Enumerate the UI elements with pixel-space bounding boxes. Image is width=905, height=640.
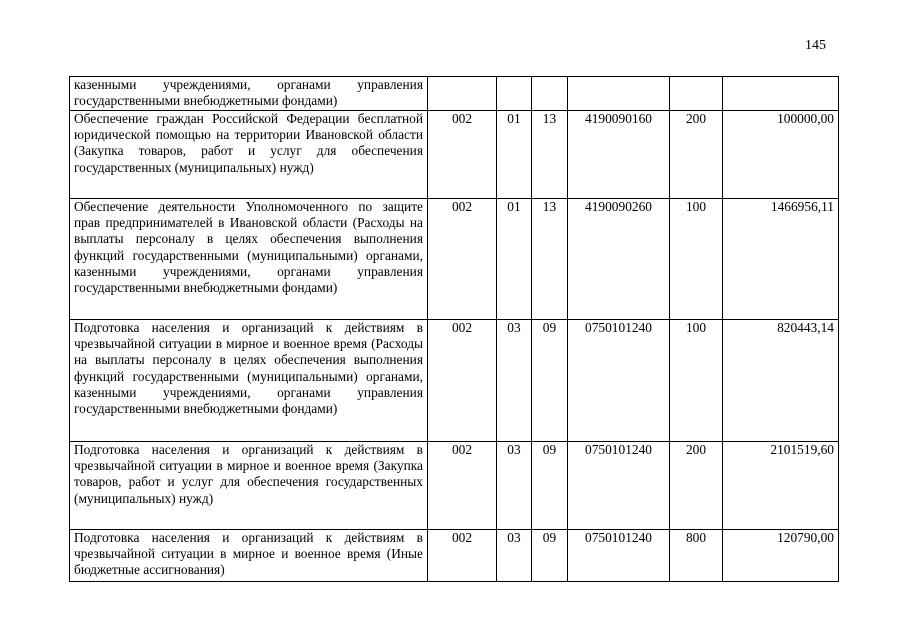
- amount-cell: 100000,00: [723, 111, 839, 199]
- target-article-cell: 0750101240: [568, 442, 670, 530]
- section-code-cell: 03: [497, 442, 532, 530]
- target-article-cell: [568, 77, 670, 111]
- table-row: [70, 530, 839, 582]
- section-code-cell: 01: [497, 199, 532, 320]
- table-row: [70, 320, 839, 442]
- subsection-code-cell: 09: [532, 442, 568, 530]
- expense-type-cell: 100: [670, 320, 723, 442]
- budget-table: [69, 76, 839, 582]
- subsection-code-cell: 09: [532, 320, 568, 442]
- section-code-cell: 01: [497, 111, 532, 199]
- expense-name-cell: Обеспечение деятельности Уполномоченного по защите прав предпринимателей в Ивановской области (Расходы на выплаты персоналу в целях обеспечения выполнения функций государственными (муниципальными) органами, казенными учреждениями, органами управления государственными внебюджетными фондами): [70, 199, 428, 320]
- ministry-code-cell: 002: [428, 320, 497, 442]
- ministry-code-cell: 002: [428, 199, 497, 320]
- expense-name-cell: Подготовка населения и организаций к действиям в чрезвычайной ситуации в мирное и военное время (Иные бюджетные ассигнования): [70, 530, 428, 582]
- expense-name-cell: Подготовка населения и организаций к действиям в чрезвычайной ситуации в мирное и военное время (Расходы на выплаты персоналу в целях обеспечения выполнения функций государственными (муниципальными) органами, казенными учреждениями, органами управления государственными внебюджетными фондами): [70, 320, 428, 442]
- amount-cell: 1466956,11: [723, 199, 839, 320]
- expense-type-cell: 100: [670, 199, 723, 320]
- amount-cell: 820443,14: [723, 320, 839, 442]
- section-code-cell: [497, 77, 532, 111]
- subsection-code-cell: [532, 77, 568, 111]
- table-row: [70, 442, 839, 530]
- section-code-cell: 03: [497, 530, 532, 582]
- ministry-code-cell: [428, 77, 497, 111]
- subsection-code-cell: 09: [532, 530, 568, 582]
- expense-name-cell: Обеспечение граждан Российской Федерации бесплатной юридической помощью на территории Ивановской области (Закупка товаров, работ и услуг для обеспечения государственных (муниципальных) нужд): [70, 111, 428, 199]
- target-article-cell: 0750101240: [568, 320, 670, 442]
- ministry-code-cell: 002: [428, 442, 497, 530]
- ministry-code-cell: 002: [428, 111, 497, 199]
- expense-type-cell: 200: [670, 442, 723, 530]
- table-row: [70, 111, 839, 199]
- expense-type-cell: [670, 77, 723, 111]
- amount-cell: 2101519,60: [723, 442, 839, 530]
- subsection-code-cell: 13: [532, 111, 568, 199]
- target-article-cell: 0750101240: [568, 530, 670, 582]
- subsection-code-cell: 13: [532, 199, 568, 320]
- table-row: [70, 199, 839, 320]
- table-row: [70, 77, 839, 111]
- expense-name-cell: казенными учреждениями, органами управления государственными внебюджетными фондами): [70, 77, 428, 111]
- ministry-code-cell: 002: [428, 530, 497, 582]
- section-code-cell: 03: [497, 320, 532, 442]
- page-number: 145: [805, 38, 826, 53]
- expense-name-cell: Подготовка населения и организаций к действиям в чрезвычайной ситуации в мирное и военное время (Закупка товаров, работ и услуг для обеспечения государственных (муниципальных) нужд): [70, 442, 428, 530]
- target-article-cell: 4190090260: [568, 199, 670, 320]
- amount-cell: [723, 77, 839, 111]
- expense-type-cell: 200: [670, 111, 723, 199]
- amount-cell: 120790,00: [723, 530, 839, 582]
- target-article-cell: 4190090160: [568, 111, 670, 199]
- expense-type-cell: 800: [670, 530, 723, 582]
